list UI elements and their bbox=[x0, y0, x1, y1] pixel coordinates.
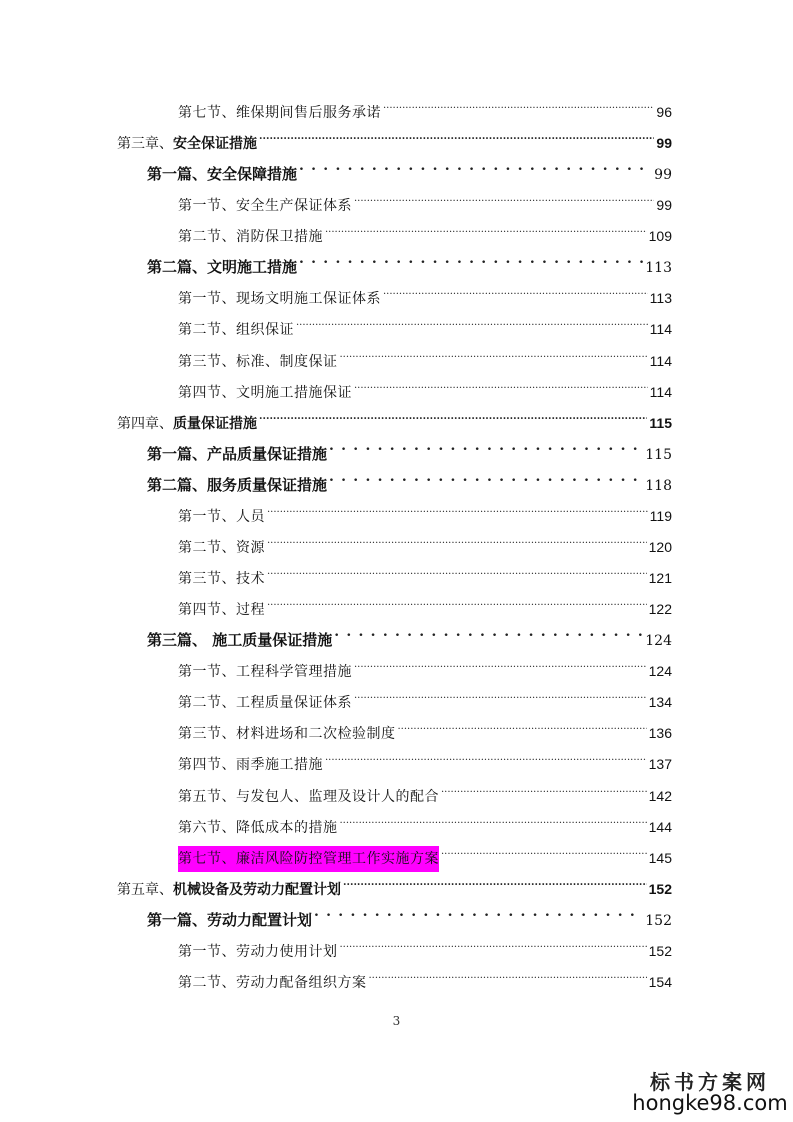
toc-entry-line bbox=[178, 340, 672, 370]
toc-page-number: 99 bbox=[656, 197, 672, 214]
page-number: 3 bbox=[392, 1014, 401, 1028]
dot-leader bbox=[327, 433, 643, 459]
toc-entry[interactable] bbox=[0, 588, 793, 619]
toc-entry[interactable] bbox=[0, 153, 793, 184]
toc-page-number: 115 bbox=[645, 446, 672, 463]
toc-entry-title: 第三节、技术 bbox=[178, 571, 265, 588]
toc-page-number: 136 bbox=[648, 725, 672, 742]
toc-entry[interactable] bbox=[0, 246, 793, 277]
dot-leader bbox=[257, 122, 654, 148]
toc-entry[interactable] bbox=[0, 837, 793, 867]
dot-leader bbox=[323, 215, 647, 241]
toc-entry-line bbox=[147, 899, 672, 929]
toc-page-number: 118 bbox=[645, 477, 672, 494]
toc-entry-title: 第二篇、文明施工措施 bbox=[147, 258, 298, 277]
toc-entry[interactable] bbox=[0, 806, 793, 836]
toc-entry-title: 第一篇、劳动力配置计划 bbox=[147, 910, 313, 929]
toc-entry[interactable] bbox=[0, 557, 793, 588]
toc-page-number: 154 bbox=[648, 973, 672, 990]
toc-page-number: 114 bbox=[649, 321, 672, 338]
toc-entry-line bbox=[117, 868, 672, 898]
toc-page-number: 113 bbox=[645, 260, 672, 277]
dot-leader bbox=[265, 557, 647, 583]
toc-page-number: 134 bbox=[648, 694, 672, 711]
dot-leader bbox=[327, 464, 643, 490]
toc-entry-line bbox=[178, 930, 672, 960]
dot-leader bbox=[367, 961, 647, 987]
toc-entry-title: 第二节、消防保卫措施 bbox=[178, 229, 323, 246]
toc-page-number: 99 bbox=[656, 135, 672, 152]
dot-leader bbox=[332, 619, 643, 645]
toc-entry[interactable] bbox=[0, 184, 793, 215]
dot-leader bbox=[381, 277, 648, 303]
toc-entry-title: 第一节、安全生产保证体系 bbox=[178, 198, 352, 215]
toc-page-number: 152 bbox=[648, 942, 672, 959]
dot-leader bbox=[352, 681, 647, 707]
toc-entry-line bbox=[147, 153, 672, 184]
toc-entry[interactable] bbox=[0, 402, 793, 432]
dot-leader bbox=[338, 930, 647, 956]
toc-entry-line bbox=[178, 961, 672, 991]
toc-entry[interactable] bbox=[0, 433, 793, 463]
dot-leader bbox=[396, 712, 647, 738]
toc-entry-line bbox=[178, 650, 672, 681]
dot-leader bbox=[352, 371, 648, 397]
toc-page-number: 122 bbox=[648, 601, 672, 618]
toc-entry-line bbox=[178, 712, 672, 743]
toc-entry-line bbox=[178, 743, 672, 774]
dot-leader bbox=[381, 91, 654, 117]
toc-entry-title: 第二节、资源 bbox=[178, 539, 265, 556]
toc-page-number: 120 bbox=[648, 538, 672, 555]
toc-page-number: 109 bbox=[648, 228, 672, 245]
toc-entry-line bbox=[178, 277, 672, 308]
toc-entry-title: 第三篇、 施工质量保证措施 bbox=[147, 631, 333, 650]
toc-entry[interactable] bbox=[0, 868, 793, 898]
toc-entry-line bbox=[178, 308, 672, 339]
toc-entry-title: 第五节、与发包人、监理及设计人的配合 bbox=[178, 788, 439, 805]
toc-page-number: 124 bbox=[645, 633, 672, 650]
toc-entry[interactable] bbox=[0, 930, 793, 960]
toc-entry[interactable] bbox=[0, 526, 793, 556]
toc-chapter-title: 机械设备及劳动力配置计划 bbox=[173, 881, 341, 898]
dot-leader bbox=[297, 153, 652, 179]
dot-leader bbox=[439, 837, 647, 863]
toc-entry-title: 第一节、工程科学管理措施 bbox=[178, 664, 352, 681]
toc-entry-title: 第七节、廉洁风险防控管理工作实施方案 bbox=[178, 846, 439, 872]
dot-leader bbox=[297, 246, 643, 272]
toc-entry-line bbox=[178, 806, 672, 836]
toc-entry-line bbox=[178, 371, 672, 401]
toc-entry-title: 第一篇、产品质量保证措施 bbox=[147, 444, 328, 463]
toc-page-number: 114 bbox=[649, 383, 672, 400]
dot-leader bbox=[352, 650, 647, 676]
dot-leader bbox=[338, 340, 648, 366]
toc-entry[interactable] bbox=[0, 308, 793, 339]
toc-page-number: 114 bbox=[649, 352, 672, 369]
toc-entry-line bbox=[117, 122, 672, 153]
toc-entry-line bbox=[178, 775, 672, 805]
toc-chapter-prefix: 第五章、 bbox=[117, 881, 173, 898]
toc-page-number: 144 bbox=[648, 818, 672, 835]
dot-leader bbox=[439, 775, 647, 801]
toc-page-number: 121 bbox=[648, 570, 672, 587]
dot-leader bbox=[352, 184, 654, 210]
toc-page-number: 124 bbox=[648, 663, 672, 680]
toc-entry-line bbox=[178, 557, 672, 588]
dot-leader bbox=[265, 495, 648, 521]
toc-chapter-prefix: 第三章、 bbox=[117, 136, 173, 153]
toc-entry-title: 第一节、现场文明施工保证体系 bbox=[178, 291, 381, 308]
toc-entry-title: 第四节、过程 bbox=[178, 602, 265, 619]
toc-entry-title: 第一节、人员 bbox=[178, 508, 265, 525]
toc-entry-title: 第六节、降低成本的措施 bbox=[178, 819, 338, 836]
toc-entry-line bbox=[147, 619, 672, 650]
toc-entry[interactable] bbox=[0, 681, 793, 712]
toc-entry-line bbox=[117, 402, 672, 432]
toc-entry[interactable] bbox=[0, 215, 793, 246]
toc-entry[interactable] bbox=[0, 91, 793, 121]
toc-entry-title: 第二篇、服务质量保证措施 bbox=[147, 475, 328, 494]
toc-page-number: 96 bbox=[656, 104, 672, 120]
toc-entry-line bbox=[178, 215, 672, 246]
toc-chapter-prefix: 第四章、 bbox=[117, 415, 173, 432]
toc-page-number: 145 bbox=[648, 849, 672, 866]
toc-entry-title: 第三节、标准、制度保证 bbox=[178, 353, 338, 370]
toc-entry-title: 第一节、劳动力使用计划 bbox=[178, 943, 338, 960]
toc-page-number: 142 bbox=[648, 787, 672, 804]
toc-page-number: 99 bbox=[654, 167, 672, 184]
dot-leader bbox=[341, 868, 647, 894]
toc-entry-line bbox=[178, 184, 672, 215]
toc-entry-line bbox=[178, 837, 672, 867]
dot-leader bbox=[323, 743, 647, 769]
dot-leader bbox=[257, 402, 647, 428]
toc-entry-title: 第二节、组织保证 bbox=[178, 322, 294, 339]
toc-entry[interactable] bbox=[0, 650, 793, 681]
watermark bbox=[630, 1066, 790, 1115]
toc-entry-title: 第七节、维保期间售后服务承诺 bbox=[178, 105, 381, 121]
toc-entry[interactable] bbox=[0, 743, 793, 774]
toc-entry[interactable] bbox=[0, 340, 793, 370]
toc-entry[interactable] bbox=[0, 961, 793, 991]
toc-entry-line bbox=[147, 246, 672, 277]
dot-leader bbox=[265, 588, 647, 614]
toc-entry[interactable] bbox=[0, 619, 793, 650]
toc-page-number: 115 bbox=[649, 414, 672, 431]
dot-leader bbox=[294, 308, 648, 334]
toc-entry-title: 第二节、工程质量保证体系 bbox=[178, 695, 352, 712]
toc-entry-title: 第三节、材料进场和二次检验制度 bbox=[178, 726, 396, 743]
dot-leader bbox=[338, 806, 647, 832]
toc-page-number: 119 bbox=[649, 507, 672, 524]
watermark-url: hongke98.com bbox=[632, 1091, 788, 1115]
toc-entry-title: 第四节、雨季施工措施 bbox=[178, 757, 323, 774]
toc-entry-line bbox=[178, 526, 672, 556]
toc-entry[interactable] bbox=[0, 775, 793, 805]
toc-entry-title: 第二节、劳动力配备组织方案 bbox=[178, 974, 367, 991]
toc-entry-line bbox=[147, 464, 672, 494]
toc-entry[interactable] bbox=[0, 371, 793, 401]
toc-entry[interactable] bbox=[0, 277, 793, 308]
dot-leader bbox=[312, 899, 643, 925]
toc-page-number: 137 bbox=[648, 756, 672, 773]
toc-page-number: 152 bbox=[648, 880, 672, 897]
toc-entry-line bbox=[178, 681, 672, 712]
toc-page-number: 113 bbox=[649, 290, 672, 307]
toc-entry[interactable] bbox=[0, 899, 793, 929]
toc-entry-line bbox=[147, 433, 672, 463]
toc-chapter-title: 安全保证措施 bbox=[173, 136, 257, 153]
toc-page-number: 152 bbox=[645, 912, 672, 929]
dot-leader bbox=[265, 526, 647, 552]
toc-entry-line bbox=[178, 91, 672, 121]
toc-entry[interactable] bbox=[0, 495, 793, 525]
toc-entry-line bbox=[178, 588, 672, 619]
toc-entry-title: 第四节、文明施工措施保证 bbox=[178, 384, 352, 401]
toc-entry[interactable] bbox=[0, 122, 793, 153]
toc-entry[interactable] bbox=[0, 464, 793, 494]
toc-entry-title: 第一篇、安全保障措施 bbox=[147, 165, 298, 184]
toc-chapter-title: 质量保证措施 bbox=[173, 415, 257, 432]
watermark-title: 标书方案网 bbox=[650, 1070, 770, 1094]
toc-entry[interactable] bbox=[0, 712, 793, 743]
toc-entry-line bbox=[178, 495, 672, 525]
